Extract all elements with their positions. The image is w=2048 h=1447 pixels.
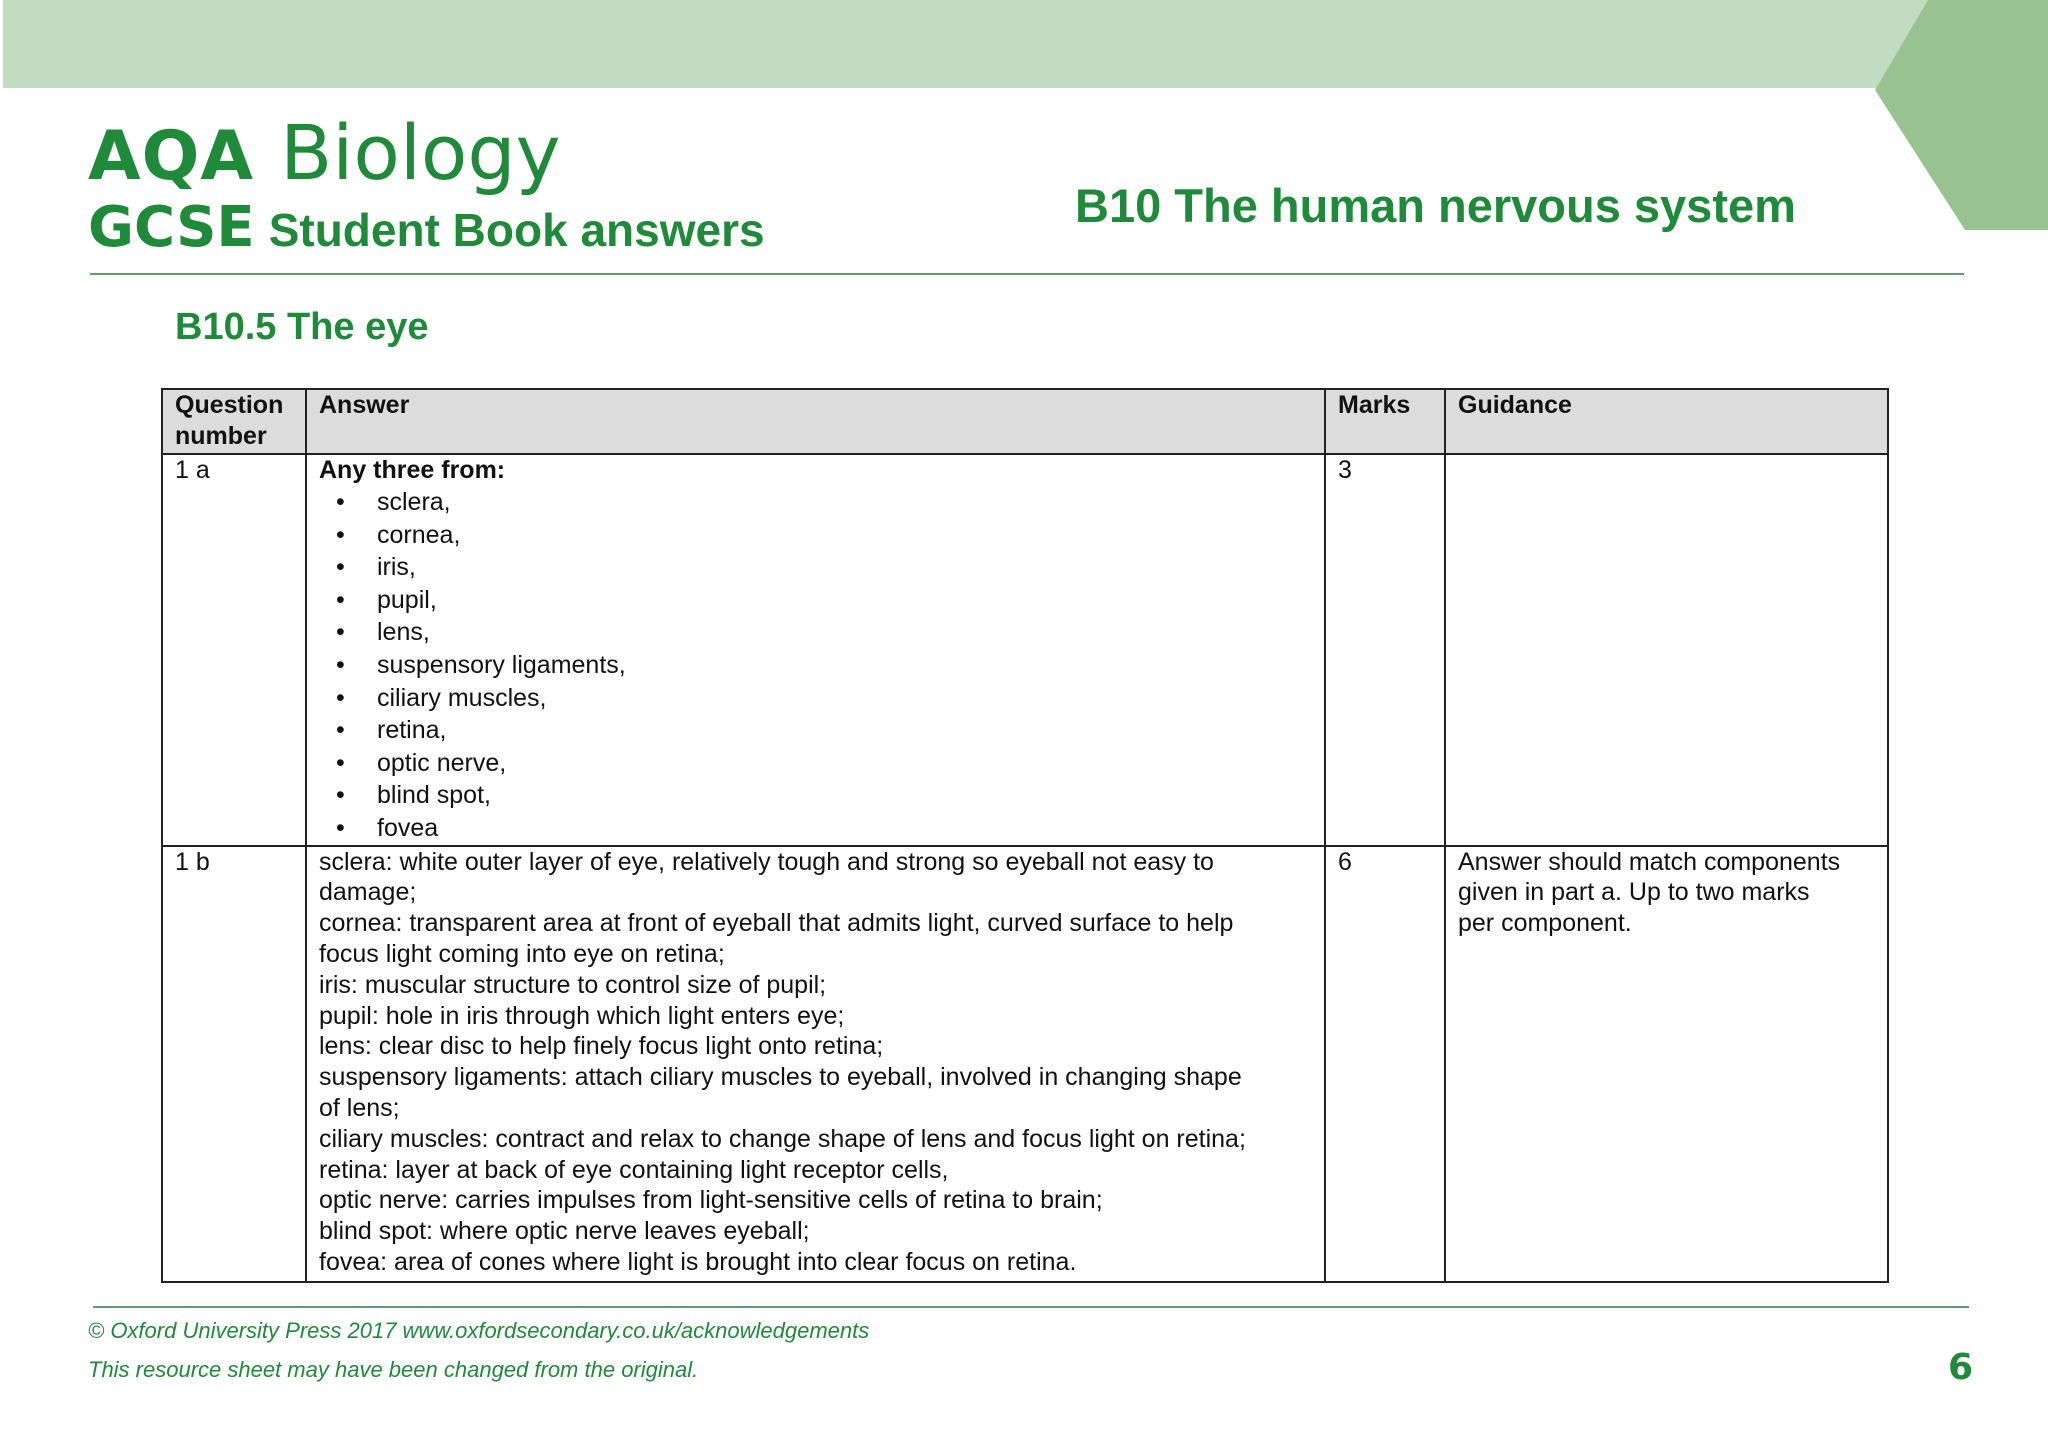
answer-line: sclera: white outer layer of eye, relatively tough and strong so eyeball not easy to [319, 847, 1214, 876]
guidance-line: given in part a. Up to two marks [1458, 878, 1810, 907]
guidance-cell [1445, 846, 1888, 1282]
answer-intro: Any three from: [319, 456, 506, 484]
list-item: • optic nerve, [377, 747, 1312, 780]
answer-line: lens: clear disc to help finely focus light onto retina; [319, 1032, 884, 1061]
list-item: • blind spot, [377, 779, 1312, 812]
question-number: 1 b [162, 846, 306, 1282]
answer-cell [306, 454, 1325, 846]
page-number: 6 [1948, 1347, 1974, 1388]
table-row [162, 846, 1888, 1282]
answer-line: damage; [319, 878, 417, 907]
list-item: • retina, [377, 714, 1312, 747]
header-divider [90, 273, 1964, 275]
marks-cell: 3 [1325, 454, 1445, 846]
answer-line: suspensory ligaments: attach ciliary muscles to eyeball, involved in changing shape [319, 1063, 1242, 1092]
header-question-line1: Question [175, 391, 284, 419]
answer-line: ciliary muscles: contract and relax to change shape of lens and focus light on retina; [319, 1124, 1246, 1153]
header-band [3, 0, 1928, 88]
brand-aqa: AQA [88, 117, 255, 196]
header-answer: Answer [306, 389, 1325, 454]
list-item: • sclera, [377, 486, 1312, 519]
footer-copyright: © Oxford University Press 2017 www.oxfordsecondary.co.uk/acknowledgements [88, 1318, 870, 1343]
brand-logo [88, 108, 561, 200]
list-item: • iris, [377, 551, 1312, 584]
chapter-title: B10 The human nervous system [1075, 179, 1796, 232]
answers-table [161, 388, 1889, 1283]
answer-line: fovea: area of cones where light is brought into clear focus on retina. [319, 1247, 1077, 1276]
answer-line: of lens; [319, 1093, 400, 1122]
guidance-cell [1445, 454, 1888, 846]
table-header-row [162, 389, 1888, 454]
corner-decoration [1875, 0, 2048, 230]
answer-line: retina: layer at back of eye containing light receptor cells, [319, 1155, 949, 1184]
table-row [162, 454, 1888, 846]
list-item: • lens, [377, 616, 1312, 649]
header-marks: Marks [1325, 389, 1445, 454]
brand-subject: Biology [280, 108, 561, 197]
list-item: • suspensory ligaments, [377, 649, 1312, 682]
brand-gcse: GCSE [88, 195, 255, 260]
answer-line: focus light coming into eye on retina; [319, 939, 725, 968]
guidance-line: per component. [1458, 909, 1632, 938]
footer-divider [93, 1306, 1969, 1308]
brand-subtitle: Student Book answers [268, 204, 765, 256]
answer-line: iris: muscular structure to control size of pupil; [319, 970, 827, 999]
footer-note: This resource sheet may have been changed from the original. [88, 1357, 699, 1382]
answer-line: cornea: transparent area at front of eyeball that admits light, curved surface to help [319, 909, 1234, 938]
list-item: • ciliary muscles, [377, 682, 1312, 715]
eye-parts-list [319, 486, 1312, 845]
header-question-line2: number [175, 422, 267, 450]
list-item: • cornea, [377, 519, 1312, 552]
marks-cell: 6 [1325, 846, 1445, 1282]
brand-subline [88, 195, 765, 260]
section-title: B10.5 The eye [175, 306, 429, 348]
answer-cell [306, 846, 1325, 1282]
question-number: 1 a [162, 454, 306, 846]
answer-line: optic nerve: carries impulses from light‑sensitive cells of retina to brain; [319, 1186, 1103, 1215]
answer-line: blind spot: where optic nerve leaves eyeball; [319, 1217, 810, 1246]
list-item: • pupil, [377, 584, 1312, 617]
answer-line: pupil: hole in iris through which light enters eye; [319, 1001, 845, 1030]
header-guidance: Guidance [1445, 389, 1888, 454]
header-question-number [162, 389, 306, 454]
list-item: • fovea [377, 812, 1312, 845]
guidance-line: Answer should match components [1458, 847, 1841, 876]
